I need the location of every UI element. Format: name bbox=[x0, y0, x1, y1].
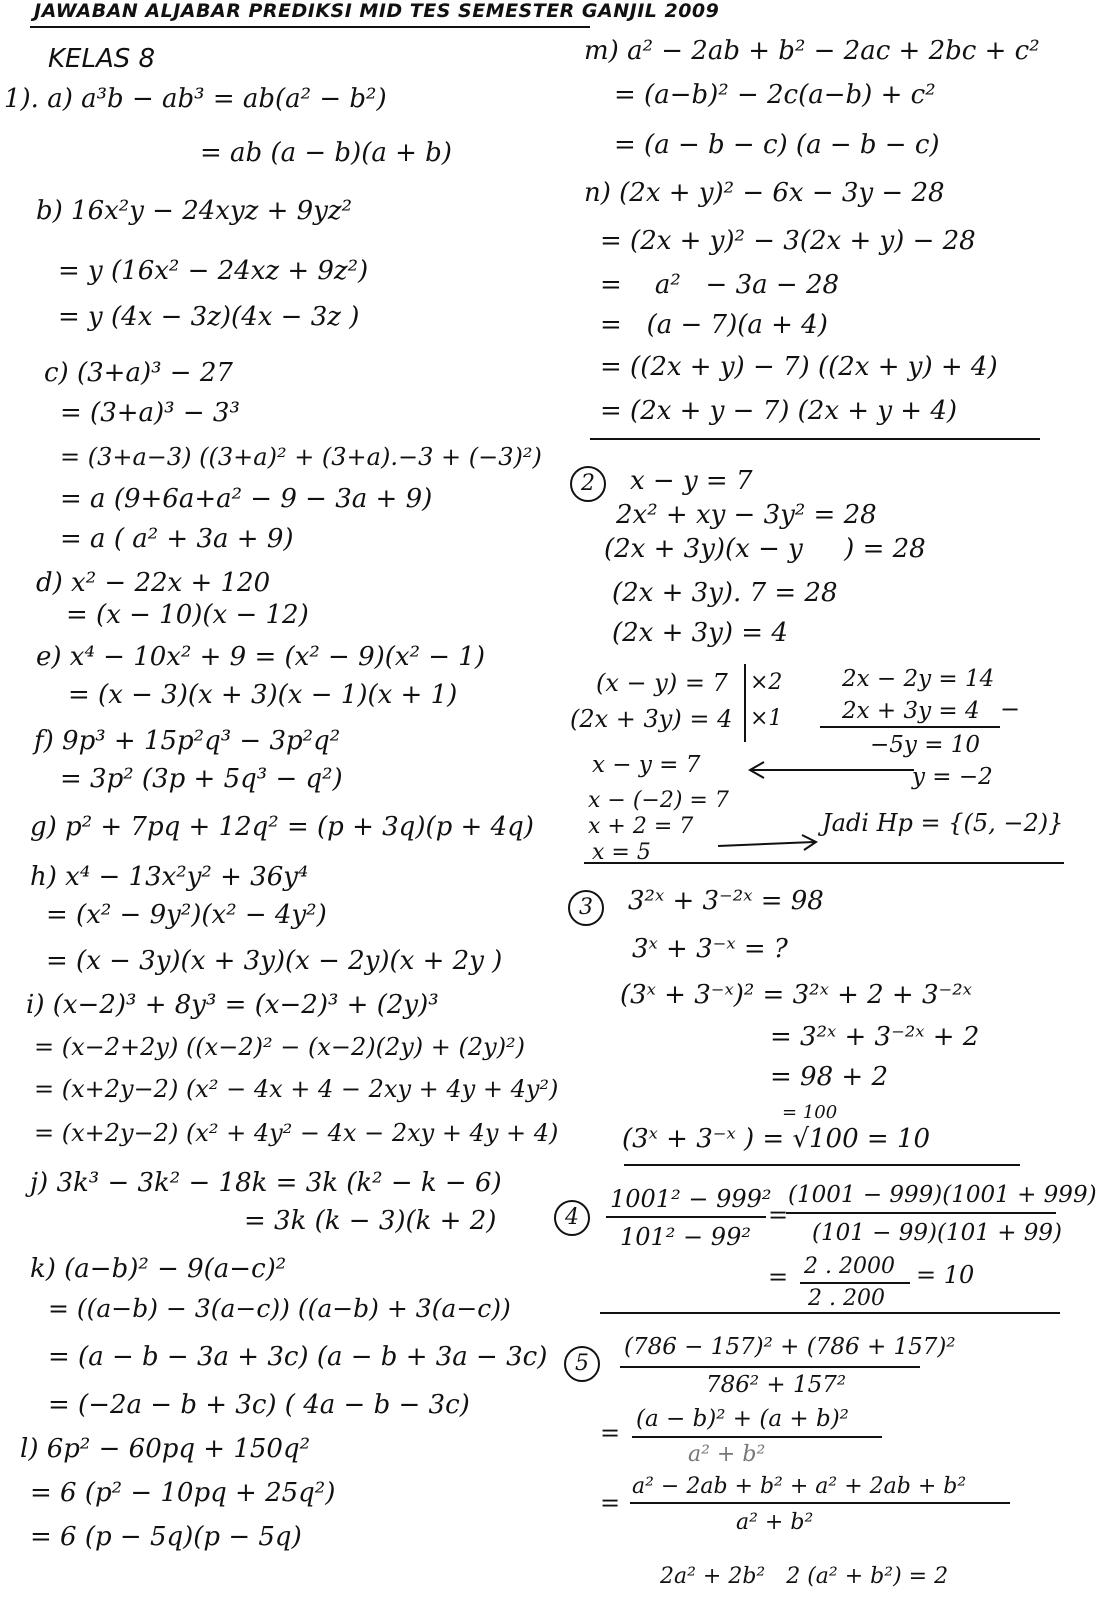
fraction-denominator: a² + b² bbox=[736, 1510, 814, 1535]
minus-sign: − bbox=[1000, 695, 1021, 723]
answer-line: = (x − 10)(x − 12) bbox=[66, 600, 309, 630]
question-number: 5 bbox=[564, 1346, 600, 1382]
answer-line: n) (2x + y)² − 6x − 3y − 28 bbox=[584, 178, 945, 208]
back-sub-line: x = 5 bbox=[592, 840, 651, 865]
arrow-right-icon bbox=[716, 834, 820, 854]
answer-line: = (−2a − b + 3c) ( 4a − b − 3c) bbox=[48, 1390, 470, 1420]
multiplier: ×1 bbox=[750, 706, 783, 731]
fraction-denominator: 101² − 99² bbox=[620, 1223, 751, 1251]
title-underline bbox=[30, 26, 590, 28]
question-number: 3 bbox=[568, 890, 604, 926]
answer-line: x − y = 7 bbox=[630, 466, 753, 496]
fraction-denominator: 786² + 157² bbox=[706, 1372, 847, 1398]
fraction-denominator: (101 − 99)(101 + 99) bbox=[812, 1220, 1063, 1246]
answer-line: f) 9p³ + 15p²q³ − 3p²q² bbox=[34, 726, 341, 756]
answer-line: (2x + 3y)(x − y ) = 28 bbox=[604, 534, 926, 564]
answer-line: e) x⁴ − 10x² + 9 = (x² − 9)(x² − 1) bbox=[36, 642, 485, 672]
answer-line: = (2x + y)² − 3(2x + y) − 28 bbox=[600, 226, 976, 256]
answer-line: = a (9+6a+a² − 9 − 3a + 9) bbox=[60, 484, 433, 514]
class-label: KELAS 8 bbox=[48, 44, 156, 74]
answer-line: = (x − 3)(x + 3)(x − 1)(x + 1) bbox=[68, 680, 458, 710]
fraction-bar bbox=[632, 1436, 882, 1438]
system-line: (2x + 3y) = 4 bbox=[570, 705, 733, 733]
answer-line: = ((2x + y) − 7) ((2x + y) + 4) bbox=[600, 352, 998, 382]
fraction-denominator: 2 . 200 bbox=[808, 1286, 885, 1311]
answer-line: = a ( a² + 3a + 9) bbox=[60, 524, 294, 554]
fraction-numerator: (a − b)² + (a + b)² bbox=[636, 1406, 849, 1432]
question-number: 2 bbox=[570, 466, 606, 502]
equals-sign: = bbox=[600, 1489, 621, 1517]
fraction-numerator: 2 . 2000 bbox=[804, 1254, 895, 1279]
answer-line: = (x+2y−2) (x² + 4y² − 4x − 2xy + 4y + 4) bbox=[34, 1119, 559, 1147]
answer-line: = (a−b)² − 2c(a−b) + c² bbox=[614, 80, 936, 110]
answer-line: (3ˣ + 3⁻ˣ)² = 3²ˣ + 2 + 3⁻²ˣ bbox=[620, 980, 972, 1010]
back-sub-line: x − (−2) = 7 bbox=[588, 788, 729, 813]
fraction-numerator: a² − 2ab + b² + a² + 2ab + b² bbox=[632, 1474, 967, 1499]
multiplier: ×2 bbox=[750, 670, 783, 695]
section-divider bbox=[624, 1164, 1020, 1166]
answer-line: h) x⁴ − 13x²y² + 36y⁴ bbox=[30, 862, 309, 892]
system-bracket bbox=[744, 664, 746, 742]
answer-line: = 3p² (3p + 5q³ − q²) bbox=[60, 764, 343, 794]
answer-line: = (3+a)³ − 3³ bbox=[60, 398, 240, 428]
equals-sign: = bbox=[768, 1263, 789, 1291]
answer-line: j) 3k³ − 3k² − 18k = 3k (k² − k − 6) bbox=[30, 1168, 502, 1198]
elimination-line: 2x − 2y = 14 bbox=[842, 666, 995, 692]
elimination-line: −5y = 10 bbox=[870, 732, 981, 758]
fraction-numerator: 1001² − 999² bbox=[610, 1185, 772, 1213]
fraction-denominator: a² + b² bbox=[688, 1442, 766, 1467]
fraction-bar bbox=[620, 1366, 920, 1368]
final-answer: Jadi Hp = {(5, −2)} bbox=[822, 809, 1064, 837]
answer-line: = (a − b − c) (a − b − c) bbox=[614, 130, 940, 160]
answer-line: = y (16x² − 24xz + 9z²) bbox=[58, 256, 369, 286]
answer-line: = 6 (p − 5q)(p − 5q) bbox=[30, 1522, 302, 1552]
answer-line: = 100 bbox=[782, 1102, 838, 1123]
answer-line: = (x−2+2y) ((x−2)² − (x−2)(2y) + (2y)²) bbox=[34, 1033, 526, 1061]
section-divider bbox=[584, 862, 1064, 864]
answer-line: d) x² − 22x + 120 bbox=[36, 568, 271, 598]
result: = 10 bbox=[916, 1261, 975, 1289]
fraction-bar bbox=[606, 1216, 766, 1218]
answer-line: = ab (a − b)(a + b) bbox=[200, 138, 452, 168]
equals-sign: = bbox=[768, 1201, 789, 1229]
answer-line: 2x² + xy − 3y² = 28 bbox=[616, 500, 877, 530]
fraction-bar bbox=[786, 1212, 1056, 1214]
answer-line: 3ˣ + 3⁻ˣ = ? bbox=[632, 934, 788, 964]
page-title: JAWABAN ALJABAR PREDIKSI MID TES SEMESTER GANJIL 2009 bbox=[34, 0, 720, 22]
answer-line: (2x + 3y). 7 = 28 bbox=[612, 578, 838, 608]
answer-line: = 3k (k − 3)(k + 2) bbox=[244, 1206, 497, 1236]
back-sub-line: x − y = 7 bbox=[592, 752, 701, 778]
answer-line: (3ˣ + 3⁻ˣ ) = √100 = 10 bbox=[622, 1124, 931, 1154]
system-line: (x − y) = 7 bbox=[596, 669, 728, 697]
answer-line: = 6 (p² − 10pq + 25q²) bbox=[30, 1478, 336, 1508]
answer-line: b) 16x²y − 24xyz + 9yz² bbox=[36, 196, 353, 226]
answer-line: 1). a) a³b − ab³ = ab(a² − b²) bbox=[4, 84, 387, 114]
answer-line: k) (a−b)² − 9(a−c)² bbox=[30, 1254, 287, 1284]
fraction-numerator: (786 − 157)² + (786 + 157)² bbox=[624, 1334, 956, 1360]
answer-line: = a² − 3a − 28 bbox=[600, 270, 840, 300]
answer-line: = (x² − 9y²)(x² − 4y²) bbox=[46, 900, 327, 930]
answer-line: = (2x + y − 7) (2x + y + 4) bbox=[600, 396, 958, 426]
answer-line: = 3²ˣ + 3⁻²ˣ + 2 bbox=[770, 1022, 980, 1052]
answer-line: i) (x−2)³ + 8y³ = (x−2)³ + (2y)³ bbox=[26, 990, 439, 1020]
answer-line: = (a − b − 3a + 3c) (a − b + 3a − 3c) bbox=[48, 1342, 548, 1372]
answer-line: = 98 + 2 bbox=[770, 1062, 888, 1092]
fraction-numerator: (1001 − 999)(1001 + 999) bbox=[788, 1182, 1097, 1208]
arrow-left-icon bbox=[746, 760, 916, 780]
answer-line: = y (4x − 3z)(4x − 3z ) bbox=[58, 302, 360, 332]
answer-line: g) p² + 7pq + 12q² = (p + 3q)(p + 4q) bbox=[30, 812, 534, 842]
answer-line: = ((a−b) − 3(a−c)) ((a−b) + 3(a−c)) bbox=[48, 1294, 511, 1323]
answer-line: = (a − 7)(a + 4) bbox=[600, 310, 828, 340]
answer-line: (2x + 3y) = 4 bbox=[612, 618, 788, 648]
answer-line: m) a² − 2ab + b² − 2ac + 2bc + c² bbox=[584, 36, 1040, 66]
answer-line: c) (3+a)³ − 27 bbox=[44, 358, 233, 388]
answer-line: 2a² + 2b² 2 (a² + b²) = 2 bbox=[660, 1564, 949, 1589]
answer-line: = (x − 3y)(x + 3y)(x − 2y)(x + 2y ) bbox=[46, 946, 503, 976]
answer-line: = (x+2y−2) (x² − 4x + 4 − 2xy + 4y + 4y²) bbox=[34, 1075, 559, 1103]
back-sub-line: x + 2 = 7 bbox=[588, 814, 694, 839]
answer-line: 3²ˣ + 3⁻²ˣ = 98 bbox=[628, 886, 824, 916]
elimination-line: y = −2 bbox=[912, 764, 993, 790]
section-divider bbox=[590, 438, 1040, 440]
elimination-line: 2x + 3y = 4 bbox=[842, 698, 980, 724]
fraction-bar bbox=[630, 1502, 1010, 1504]
elimination-rule bbox=[820, 726, 1000, 728]
answer-line: l) 6p² − 60pq + 150q² bbox=[20, 1434, 311, 1464]
question-number: 4 bbox=[554, 1200, 590, 1236]
equals-sign: = bbox=[600, 1419, 621, 1447]
answer-line: = (3+a−3) ((3+a)² + (3+a).−3 + (−3)²) bbox=[60, 443, 542, 471]
section-divider bbox=[600, 1312, 1060, 1314]
